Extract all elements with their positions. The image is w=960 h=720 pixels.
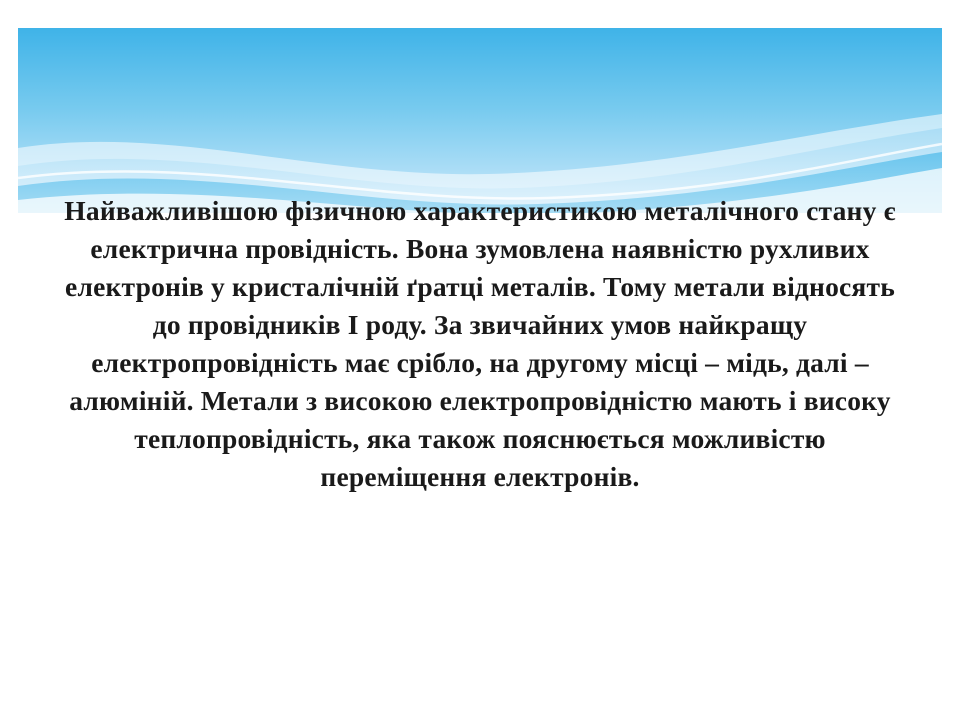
slide-body-text: Найважливішою фізичною характеристикою металічного стану є електрична провідність. Вона зумовлена наявністю рухливих електронів у кристалічній ґратці металів. Тому метали відносять до провідників I роду. За звичайних умов найкращу електропровідність має срібло, на другому місці – мідь, далі – алюміній. Метали з високою електропровідністю мають і високу теплопровідність, яка також пояснюється можливістю переміщення електронів. <box>64 195 903 492</box>
decorative-blue-wave-banner <box>18 28 942 213</box>
banner-graphic <box>18 28 942 213</box>
